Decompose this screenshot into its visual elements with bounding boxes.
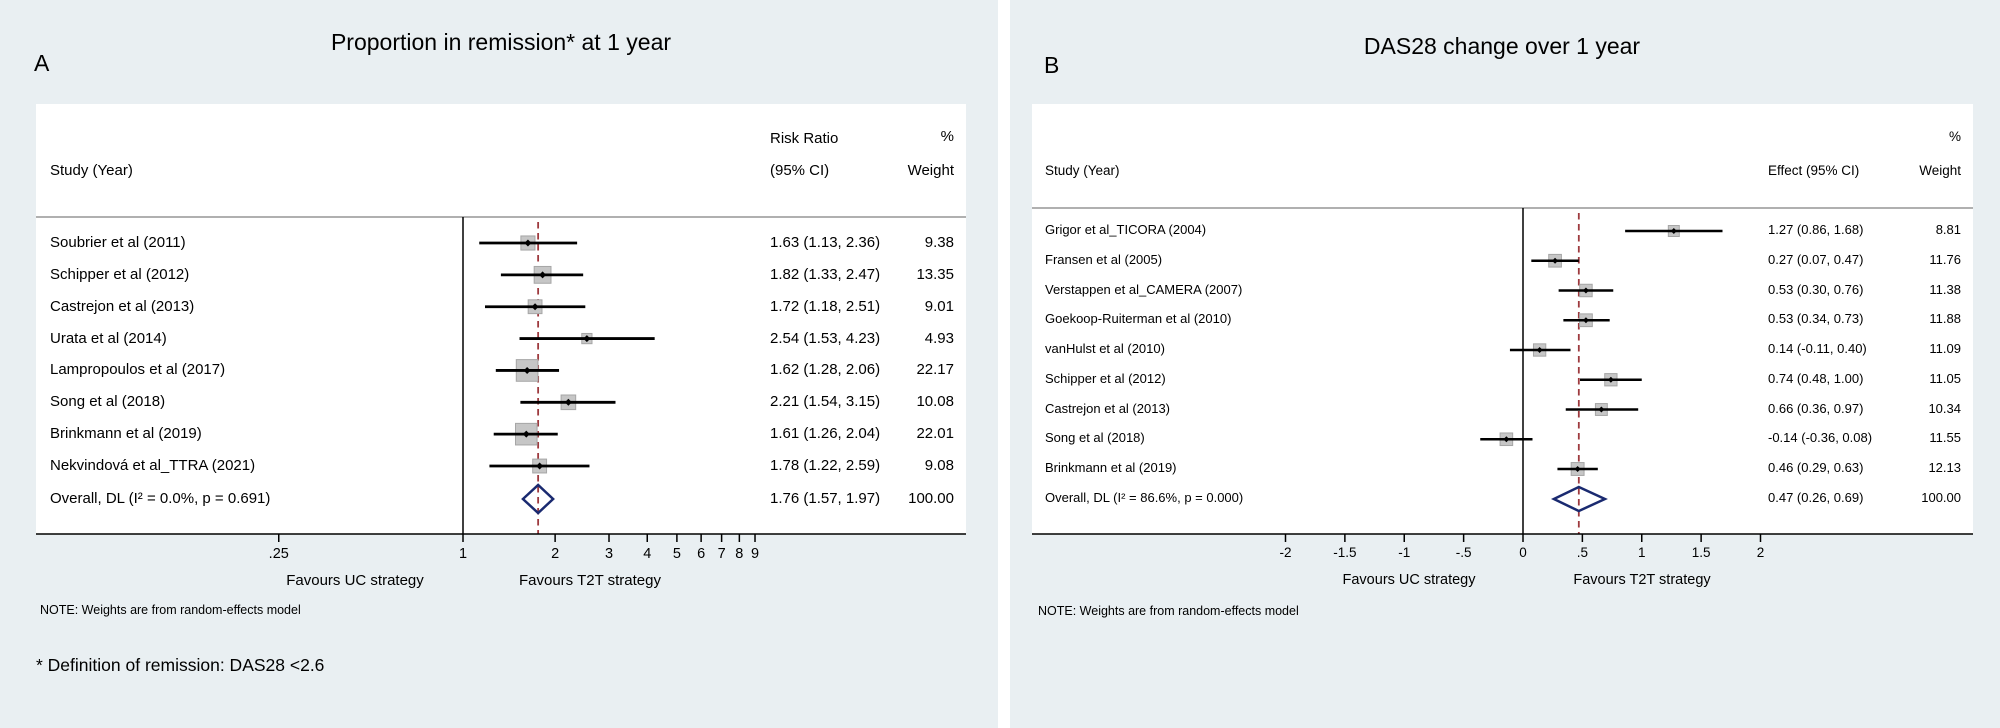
panel-b-col-pct-header: % bbox=[1948, 129, 1961, 144]
study-label: Lampropoulos et al (2017) bbox=[50, 361, 226, 379]
panel-a-col-pct-header: % bbox=[940, 128, 954, 145]
panel-a-col-effect-header-line1: Risk Ratio bbox=[770, 130, 839, 147]
weight-value: 11.88 bbox=[1929, 311, 1961, 327]
weight-value: 10.08 bbox=[916, 393, 954, 411]
panel-a-footnote: * Definition of remission: DAS28 <2.6 bbox=[36, 655, 325, 675]
axis-tick-label: 9 bbox=[750, 546, 760, 562]
overall-label: Overall, DL (I² = 86.6%, p = 0.000) bbox=[1045, 490, 1244, 505]
panel-a-col-study-header: Study (Year) bbox=[50, 162, 133, 179]
study-label: Soubrier et al (2011) bbox=[50, 234, 186, 251]
weight-value: 11.38 bbox=[1929, 281, 1961, 297]
study-label: Fransen et al (2005) bbox=[1045, 251, 1163, 267]
weight-value: 9.01 bbox=[924, 297, 954, 315]
weight-value: 12.13 bbox=[1928, 460, 1961, 475]
effect-value: 0.14 (-0.11, 0.40) bbox=[1768, 341, 1867, 356]
panel-b-col-effect-header-line2: Effect (95% CI) bbox=[1768, 163, 1860, 178]
panel-b-note: NOTE: Weights are from random-effects model bbox=[1038, 604, 1299, 618]
weight-value: 22.17 bbox=[916, 361, 954, 379]
effect-value: 0.66 (0.36, 0.97) bbox=[1768, 400, 1864, 416]
study-label: Song et al (2018) bbox=[1045, 430, 1145, 446]
axis-tick-label: .25 bbox=[268, 546, 289, 562]
axis-tick-label: 1.5 bbox=[1691, 545, 1711, 560]
study-label: Song et al (2018) bbox=[50, 393, 166, 411]
panel-b-col-weight-header: Weight bbox=[1919, 163, 1961, 178]
axis-tick-label: 2 bbox=[551, 546, 560, 562]
overall-effect-value: 0.47 (0.26, 0.69) bbox=[1768, 490, 1864, 505]
effect-value: 1.62 (1.28, 2.06) bbox=[770, 361, 881, 379]
axis-tick-label: 3 bbox=[604, 546, 614, 562]
effect-value: 2.21 (1.54, 3.15) bbox=[770, 393, 881, 411]
effect-value: 0.74 (0.48, 1.00) bbox=[1768, 370, 1864, 386]
weight-value: 11.55 bbox=[1929, 430, 1961, 446]
panel-b-title: DAS28 change over 1 year bbox=[1363, 33, 1641, 59]
study-label: Schipper et al (2012) bbox=[50, 265, 190, 283]
overall-weight-value: 100.00 bbox=[908, 490, 954, 507]
panel-b-favours-right-label: Favours T2T strategy bbox=[1573, 572, 1711, 588]
study-label: Brinkmann et al (2019) bbox=[1045, 460, 1177, 475]
weight-value: 4.93 bbox=[924, 329, 954, 347]
axis-tick-label: 6 bbox=[697, 546, 706, 562]
effect-value: 0.46 (0.29, 0.63) bbox=[1768, 460, 1864, 475]
weight-value: 9.08 bbox=[924, 457, 954, 475]
effect-value: 0.27 (0.07, 0.47) bbox=[1768, 251, 1864, 267]
panel-a-col-effect-header-line2: (95% CI) bbox=[770, 162, 830, 179]
weight-value: 11.09 bbox=[1929, 341, 1961, 356]
overall-label: Overall, DL (I² = 0.0%, p = 0.691) bbox=[50, 490, 271, 507]
effect-value: 1.27 (0.86, 1.68) bbox=[1768, 222, 1864, 237]
overall-weight-value: 100.00 bbox=[1921, 490, 1961, 505]
axis-tick-label: -1 bbox=[1398, 545, 1411, 560]
effect-value: 1.72 (1.18, 2.51) bbox=[770, 297, 881, 315]
axis-tick-label: 5 bbox=[672, 546, 681, 562]
effect-value: -0.14 (-0.36, 0.08) bbox=[1768, 430, 1873, 446]
axis-tick-label: -2 bbox=[1279, 545, 1292, 560]
axis-tick-label: 8 bbox=[735, 546, 744, 562]
axis-tick-label: 1 bbox=[458, 546, 468, 562]
study-label: Castrejon et al (2013) bbox=[50, 297, 195, 315]
panel-a-title: Proportion in remission* at 1 year bbox=[330, 29, 672, 55]
panel-a-note: NOTE: Weights are from random-effects model bbox=[40, 603, 301, 617]
axis-tick-label: 4 bbox=[643, 546, 652, 562]
effect-value: 1.82 (1.33, 2.47) bbox=[770, 265, 881, 283]
weight-value: 9.38 bbox=[924, 234, 954, 251]
study-label: Urata et al (2014) bbox=[50, 329, 167, 347]
weight-value: 11.76 bbox=[1929, 251, 1961, 267]
study-label: Brinkmann et al (2019) bbox=[50, 425, 202, 443]
panel-b-favours-left-label: Favours UC strategy bbox=[1342, 572, 1476, 588]
effect-value: 2.54 (1.53, 4.23) bbox=[770, 329, 881, 347]
weight-value: 13.35 bbox=[916, 265, 954, 283]
panel-b-label: B bbox=[1044, 52, 1060, 78]
study-label: vanHulst et al (2010) bbox=[1045, 341, 1165, 356]
study-label: Nekvindová et al_TTRA (2021) bbox=[50, 457, 256, 475]
study-label: Grigor et al_TICORA (2004) bbox=[1045, 222, 1207, 237]
axis-tick-label: 1 bbox=[1637, 545, 1646, 560]
axis-tick-label: .5 bbox=[1576, 545, 1589, 560]
effect-value: 1.63 (1.13, 2.36) bbox=[770, 234, 881, 251]
axis-tick-label: -.5 bbox=[1455, 545, 1472, 560]
panel-a-label: A bbox=[34, 50, 50, 76]
effect-value: 0.53 (0.34, 0.73) bbox=[1768, 311, 1864, 327]
effect-value: 1.78 (1.22, 2.59) bbox=[770, 457, 881, 475]
panel-a-favours-right-label: Favours T2T strategy bbox=[518, 572, 662, 589]
study-label: Schipper et al (2012) bbox=[1045, 370, 1166, 386]
effect-value: 0.53 (0.30, 0.76) bbox=[1768, 281, 1864, 297]
overall-effect-value: 1.76 (1.57, 1.97) bbox=[770, 490, 881, 507]
axis-tick-label: -1.5 bbox=[1333, 545, 1357, 560]
weight-value: 11.05 bbox=[1929, 370, 1961, 386]
axis-tick-label: 2 bbox=[1756, 545, 1765, 560]
panel-a-col-weight-header: Weight bbox=[907, 162, 954, 179]
weight-value: 8.81 bbox=[1935, 222, 1961, 237]
weight-value: 10.34 bbox=[1928, 400, 1961, 416]
axis-tick-label: 7 bbox=[717, 546, 726, 562]
panel-a-favours-left-label: Favours UC strategy bbox=[286, 572, 424, 589]
weight-value: 22.01 bbox=[916, 425, 954, 443]
study-label: Verstappen et al_CAMERA (2007) bbox=[1045, 281, 1243, 297]
study-label: Castrejon et al (2013) bbox=[1045, 400, 1171, 416]
study-label: Goekoop-Ruiterman et al (2010) bbox=[1045, 311, 1232, 327]
effect-value: 1.61 (1.26, 2.04) bbox=[770, 425, 881, 443]
panel-b-col-study-header: Study (Year) bbox=[1045, 163, 1120, 178]
axis-tick-label: 0 bbox=[1519, 545, 1527, 560]
